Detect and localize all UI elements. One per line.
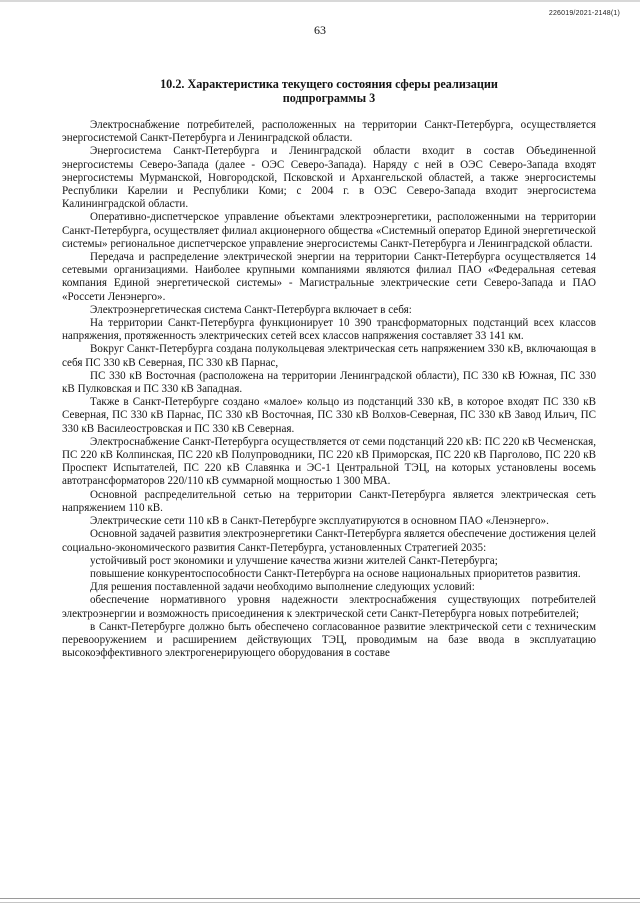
bottom-border-line <box>0 898 640 899</box>
paragraph: Оперативно-диспетчерское управление объектами электроэнергетики, расположенными на территории Санкт-Петербурга, осуществляет филиал акционерного общества «Системный оператор Единой энергетической системы» региональное диспетчерское управление энергосистемы Санкт-Петербурга и Ленинградской области. <box>62 211 596 250</box>
paragraph: Энергосистема Санкт-Петербурга и Ленинградской области входит в состав Объединенной энергосистемы Северо-Запада (далее - ОЭС Северо-Запада). Наряду с ней в ОЭС Северо-Запада входят энергосистемы Мурманской, Новгородской, Псковской и Архангельской областей, а также энергосистемы Республики Карелии и Республики Коми; с 2004 г. в ОЭС Северо-Запада входит энергосистема Калининградской области. <box>62 145 596 211</box>
paragraph: Электроэнергетическая система Санкт-Петербурга включает в себя: <box>90 303 412 316</box>
paragraph: Основной задачей развития электроэнергетики Санкт-Петербурга является обеспечение достижения целей социально-экономического развития Санкт-Петербурга, установленных Стратегией 2035: <box>62 528 596 554</box>
paragraph: устойчивый рост экономики и улучшение качества жизни жителей Санкт-Петербурга; <box>90 554 498 567</box>
page-number: 63 <box>314 23 326 37</box>
paragraph: Электроснабжение Санкт-Петербурга осуществляется от семи подстанций 220 кВ: ПС 220 кВ Чесменская, ПС 220 кВ Колпинская, ПС 220 кВ Полупроводники, ПС 220 кВ Приморская, ПС 220 кВ Парголово, ПС 220 кВ Проспект Испытателей, ПС 220 кВ Славянка и ЭС-1 Центральной ТЭЦ, на которых установлены восемь автотрансформаторов 220/110 кВ суммарной мощностью 1 300 МВА. <box>62 435 596 488</box>
paragraph: Также в Санкт-Петербурге создано «малое» кольцо из подстанций 330 кВ, в которое входят ПС 330 кВ Северная, ПС 330 кВ Парнас, ПС 330 кВ Восточная, ПС 330 кВ Волхов-Северная, ПС 330 кВ Завод Ильич, ПС 330 кВ Василеостровская и ПС 330 кВ Северная. <box>62 396 596 435</box>
bottom-border-line-secondary <box>0 902 640 903</box>
document-registration-number: 226019/2021-2148(1) <box>548 10 620 17</box>
paragraph: Электрические сети 110 кВ в Санкт-Петербурге эксплуатируются в основном ПАО «Ленэнерго». <box>90 515 549 528</box>
top-border-line <box>0 0 640 2</box>
paragraph: Основной распределительной сетью на территории Санкт-Петербурга является электрическая сеть напряжением 110 кВ. <box>62 488 596 514</box>
paragraph: На территории Санкт-Петербурга функционирует 10 390 трансформаторных подстанций всех классов напряжения, протяженность электрических сетей всех классов напряжения составляет 33 141 км. <box>62 317 596 343</box>
paragraph: Передача и распределение электрической энергии на территории Санкт-Петербурга осуществляется 14 сетевыми организациями. Наиболее крупными компаниями являются филиал ПАО «Федеральная сетевая компания Единой энергетической системы» - Магистральные электрические сети Северо-Запада и ПАО «Россети Ленэнерго». <box>62 251 596 303</box>
paragraph: ПС 330 кВ Восточная (расположена на территории Ленинградской области), ПС 330 кВ Южная, ПС 330 кВ Пулковская и ПС 330 кВ Западная. <box>62 369 596 396</box>
paragraph: повышение конкурентоспособности Санкт-Петербурга на основе национальных приоритетов развития. <box>90 567 581 580</box>
paragraph: обеспечение нормативного уровня надежности электроснабжения существующих потребителей электроэнергии и возможность присоединения к электрической сети Санкт-Петербурга новых потребителей; <box>62 594 596 620</box>
paragraph: Вокруг Санкт-Петербурга создана полукольцевая электрическая сеть напряжением 330 кВ, включающая в себя ПС 330 кВ Северная, ПС 330 кВ Парнас, <box>62 343 596 369</box>
section-title: 10.2. Характеристика текущего состояния сферы реализации подпрограммы 3 <box>160 77 498 105</box>
paragraph: Электроснабжение потребителей, расположенных на территории Санкт-Петербурга, осуществляется энергосистемой Санкт-Петербурга и Ленинградской области. <box>62 119 596 145</box>
paragraph: Для решения поставленной задачи необходимо выполнение следующих условий: <box>90 581 475 594</box>
paragraph: в Санкт-Петербурге должно быть обеспечено согласованное развитие электрической сети с техническим перевооружением и расширением действующих ТЭЦ, проводимым на базе ввода в эксплуатацию высокоэффективного электрогенерирующего оборудования в составе <box>62 620 596 660</box>
document-body <box>62 119 596 660</box>
